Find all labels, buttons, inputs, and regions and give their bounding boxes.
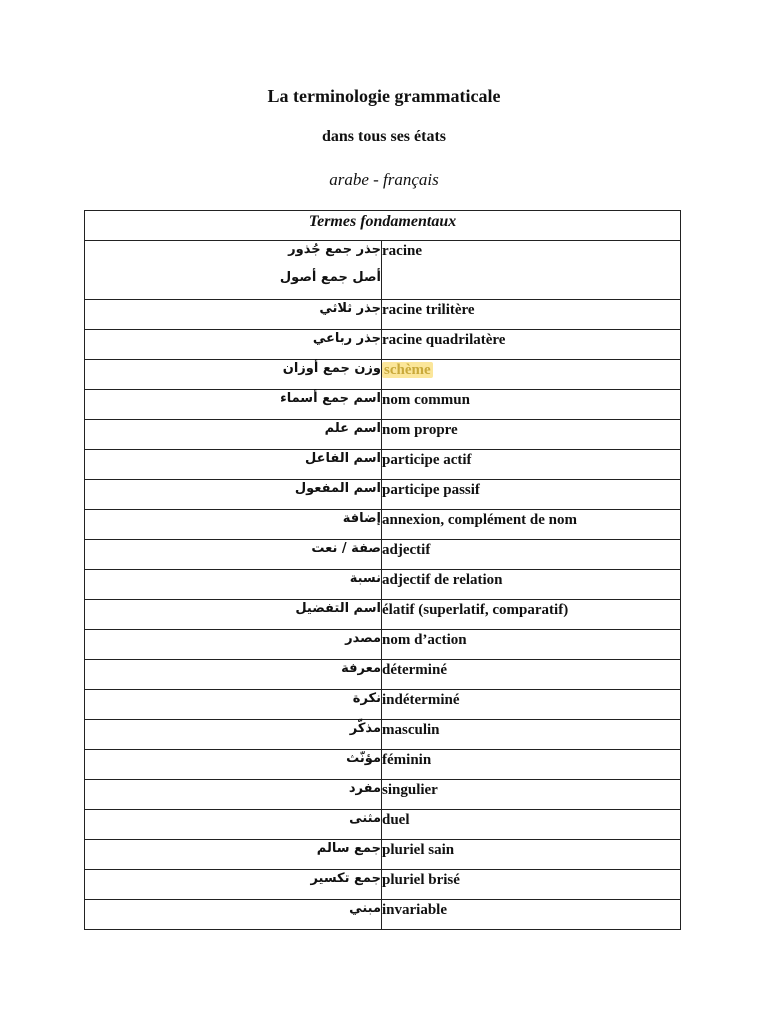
french-term: racine quadrilatère [382, 330, 681, 360]
french-term: pluriel brisé [382, 870, 681, 900]
french-term: pluriel sain [382, 840, 681, 870]
arabic-term [85, 780, 382, 810]
arabic-term-text: جذر رباعي [312, 331, 381, 346]
arabic-term [85, 300, 382, 330]
arabic-term [85, 630, 382, 660]
arabic-term-text: وزن جمع أوزان [282, 361, 381, 376]
table-row [85, 750, 681, 780]
table-row [85, 870, 681, 900]
arabic-term-text: جمع تكسير [310, 871, 381, 886]
french-term: féminin [382, 750, 681, 780]
table-row [85, 720, 681, 750]
arabic-term-text: إضافة [342, 511, 381, 526]
arabic-term-line: أصل جمع أصول [279, 270, 381, 285]
table-row [85, 360, 681, 390]
table-row [85, 630, 681, 660]
french-term: nom propre [382, 420, 681, 450]
french-term: participe actif [382, 450, 681, 480]
arabic-term [85, 540, 382, 570]
arabic-term-text: اسم المفعول [294, 481, 381, 496]
french-term: déterminé [382, 660, 681, 690]
arabic-term [85, 900, 382, 930]
table-row [85, 900, 681, 930]
table-row [85, 300, 681, 330]
table-row [85, 420, 681, 450]
arabic-term-text: نكرة [352, 691, 381, 706]
arabic-term [85, 420, 382, 450]
arabic-term [85, 330, 382, 360]
arabic-term-text: مبني [349, 901, 381, 916]
arabic-term [85, 450, 382, 480]
arabic-term-text: اسم علم [324, 421, 381, 436]
french-term: élatif (superlatif, comparatif) [382, 600, 681, 630]
arabic-term [85, 390, 382, 420]
arabic-term [85, 510, 382, 540]
arabic-term [85, 480, 382, 510]
arabic-term [85, 720, 382, 750]
arabic-term-text: معرفة [341, 661, 381, 676]
table-row [85, 660, 681, 690]
arabic-term-text: مذكّر [349, 721, 381, 736]
french-term: adjectif [382, 540, 681, 570]
french-term: adjectif de relation [382, 570, 681, 600]
arabic-term-text: جمع سالم [316, 841, 381, 856]
table-row [85, 450, 681, 480]
arabic-term-text: مصدر [345, 631, 381, 646]
table-row [85, 540, 681, 570]
table-row [85, 780, 681, 810]
document-title: La terminologie grammaticale [267, 86, 501, 106]
arabic-term [85, 810, 382, 840]
highlighted-term: schème [384, 362, 431, 378]
arabic-term [85, 750, 382, 780]
arabic-term-text: اسم التفضيل [295, 601, 381, 616]
french-term: indéterminé [382, 690, 681, 720]
arabic-term-text: اسم الفاعل [304, 451, 381, 466]
french-term [382, 360, 681, 390]
table-row [85, 810, 681, 840]
table-row [85, 570, 681, 600]
table-row [85, 510, 681, 540]
french-term: annexion, complément de nom [382, 510, 681, 540]
table-row [85, 690, 681, 720]
french-term: nom commun [382, 390, 681, 420]
table-row [85, 241, 681, 300]
table-row [85, 840, 681, 870]
french-term: singulier [382, 780, 681, 810]
arabic-term-text: مفرد [348, 781, 381, 796]
french-term: racine [382, 241, 681, 300]
terminology-table [84, 210, 681, 930]
french-term: invariable [382, 900, 681, 930]
french-term: participe passif [382, 480, 681, 510]
french-term: nom d’action [382, 630, 681, 660]
arabic-term [85, 241, 382, 300]
arabic-term [85, 690, 382, 720]
arabic-term [85, 570, 382, 600]
arabic-term-text: مؤنّث [346, 751, 381, 766]
arabic-term [85, 870, 382, 900]
table-header: Termes fondamentaux [85, 211, 681, 241]
table-row [85, 600, 681, 630]
french-term: racine trilitère [382, 300, 681, 330]
document-subtitle: dans tous ses états [321, 128, 446, 145]
arabic-term [85, 600, 382, 630]
arabic-term-text: جذر ثلاثي [319, 301, 381, 316]
table-row [85, 390, 681, 420]
arabic-term-text: اسم جمع أسماء [280, 391, 381, 406]
french-term: duel [382, 810, 681, 840]
arabic-term [85, 660, 382, 690]
arabic-term-line: جذر جمع جُذور [288, 242, 381, 257]
table-row [85, 330, 681, 360]
arabic-term-text: صفة / نعت [311, 541, 381, 556]
arabic-term-text: نسبة [349, 571, 381, 586]
arabic-term [85, 360, 382, 390]
language-pair: arabe - français [329, 170, 439, 189]
arabic-term [85, 840, 382, 870]
french-term: masculin [382, 720, 681, 750]
table-row [85, 480, 681, 510]
arabic-term-text: مثنى [349, 811, 381, 826]
